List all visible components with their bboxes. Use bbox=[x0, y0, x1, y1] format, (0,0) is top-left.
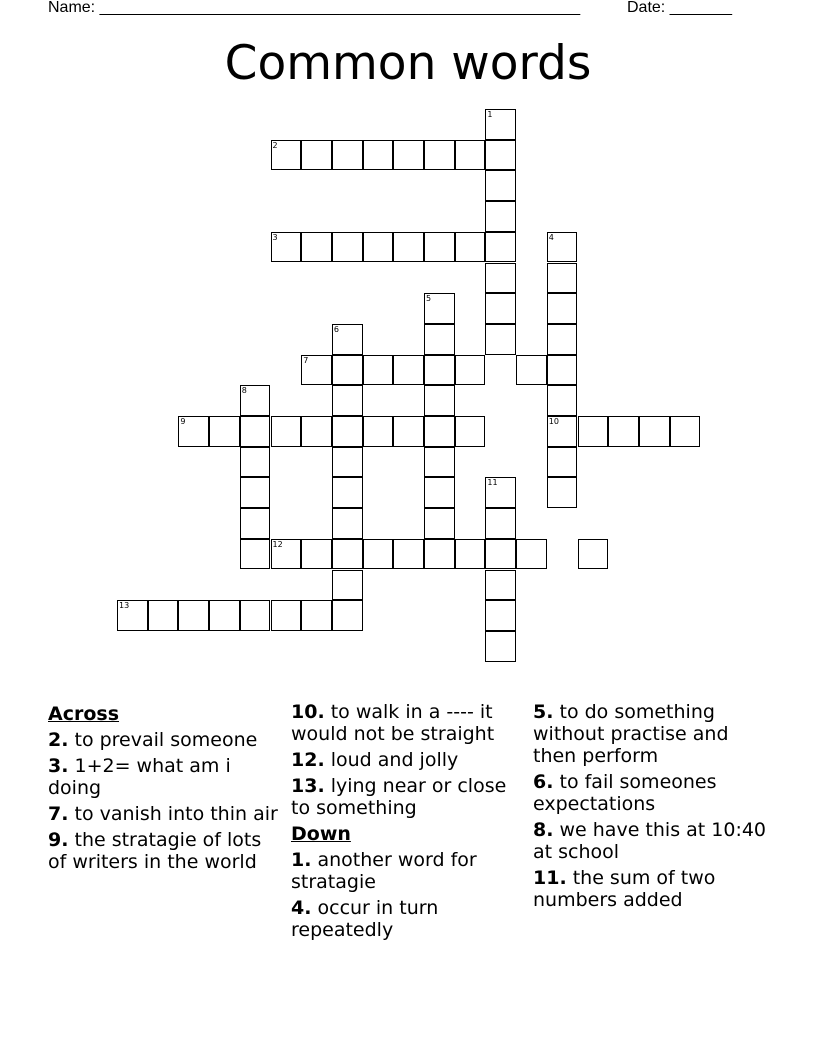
grid-cell[interactable] bbox=[424, 140, 455, 171]
grid-cell[interactable] bbox=[485, 631, 516, 662]
grid-cell[interactable] bbox=[485, 600, 516, 631]
grid-cell[interactable] bbox=[393, 416, 424, 447]
clue-down-1 bbox=[291, 849, 526, 893]
grid-cell[interactable] bbox=[332, 416, 363, 447]
grid-cell[interactable] bbox=[393, 140, 424, 171]
clues-column-1 bbox=[48, 701, 278, 877]
clue-number: 11. bbox=[533, 867, 567, 889]
grid-cell[interactable] bbox=[485, 140, 516, 171]
grid-cell[interactable] bbox=[516, 355, 547, 386]
clue-down-11 bbox=[533, 867, 773, 911]
clue-across-2 bbox=[48, 729, 278, 751]
clue-text: to do something without practise and then perform bbox=[533, 701, 729, 767]
clue-text: to walk in a ---- it would not be straight bbox=[291, 701, 495, 745]
grid-cell[interactable] bbox=[332, 477, 363, 508]
cell-number: 7 bbox=[303, 355, 309, 365]
grid-cell[interactable] bbox=[639, 416, 670, 447]
clue-across-3 bbox=[48, 755, 278, 799]
grid-cell[interactable] bbox=[332, 600, 363, 631]
grid-cell[interactable] bbox=[485, 508, 516, 539]
grid-cell[interactable] bbox=[240, 508, 271, 539]
puzzle-title: Common words bbox=[224, 36, 592, 91]
grid-cell[interactable] bbox=[363, 140, 394, 171]
grid-cell[interactable] bbox=[455, 416, 486, 447]
clue-across-13 bbox=[291, 775, 526, 819]
clue-number: 10. bbox=[291, 701, 325, 723]
grid-cell[interactable] bbox=[332, 570, 363, 601]
grid-cell[interactable] bbox=[271, 539, 302, 570]
cell-number: 12 bbox=[272, 539, 283, 549]
grid-cell[interactable] bbox=[301, 539, 332, 570]
grid-cell[interactable] bbox=[148, 600, 179, 631]
grid-cell[interactable] bbox=[547, 324, 578, 355]
clue-text: to fail someones expectations bbox=[533, 771, 717, 815]
grid-cell[interactable] bbox=[485, 477, 516, 508]
grid-cell[interactable] bbox=[424, 508, 455, 539]
clue-text: we have this at 10:40 at school bbox=[533, 819, 767, 863]
grid-cell[interactable] bbox=[547, 263, 578, 294]
clue-number: 1. bbox=[291, 849, 312, 871]
grid-cell[interactable] bbox=[240, 539, 271, 570]
clue-across-10 bbox=[291, 701, 526, 745]
grid-cell[interactable] bbox=[670, 416, 701, 447]
clue-number: 13. bbox=[291, 775, 325, 797]
grid-cell[interactable] bbox=[547, 416, 578, 447]
cell-number: 3 bbox=[272, 232, 278, 242]
grid-cell[interactable] bbox=[424, 447, 455, 478]
grid-cell[interactable] bbox=[332, 385, 363, 416]
grid-cell[interactable] bbox=[485, 539, 516, 570]
clue-text: 1+2= what am i doing bbox=[48, 755, 231, 799]
grid-cell[interactable] bbox=[393, 355, 424, 386]
clue-text: the sum of two numbers added bbox=[533, 867, 716, 911]
grid-cell[interactable] bbox=[547, 385, 578, 416]
grid-cell[interactable] bbox=[485, 232, 516, 263]
grid-cell[interactable] bbox=[332, 324, 363, 355]
grid-cell[interactable] bbox=[455, 232, 486, 263]
clue-text: another word for stratagie bbox=[291, 849, 477, 893]
grid-cell[interactable] bbox=[178, 600, 209, 631]
cell-number: 10 bbox=[548, 417, 559, 426]
clue-text: to vanish into thin air bbox=[68, 803, 278, 825]
grid-cell[interactable] bbox=[485, 170, 516, 201]
clue-down-5 bbox=[533, 701, 773, 767]
grid-cell[interactable] bbox=[424, 539, 455, 570]
grid-cell[interactable] bbox=[209, 416, 240, 447]
grid-cell[interactable] bbox=[332, 355, 363, 386]
grid-cell[interactable] bbox=[393, 539, 424, 570]
clue-text: the stratagie of lots of writers in the world bbox=[48, 829, 262, 873]
grid-cell[interactable] bbox=[363, 232, 394, 263]
grid-cell[interactable] bbox=[485, 324, 516, 355]
grid-cell[interactable] bbox=[485, 201, 516, 232]
grid-cell[interactable] bbox=[332, 539, 363, 570]
grid-cell[interactable] bbox=[424, 232, 455, 263]
grid-cell[interactable] bbox=[424, 385, 455, 416]
clue-text: occur in turn repeatedly bbox=[291, 897, 439, 941]
clue-number: 3. bbox=[48, 755, 69, 777]
across-heading: Across bbox=[48, 703, 120, 725]
clue-text: to prevail someone bbox=[68, 729, 258, 751]
grid-cell[interactable] bbox=[455, 539, 486, 570]
clue-number: 8. bbox=[533, 819, 554, 841]
clue-across-9 bbox=[48, 829, 278, 873]
grid-cell[interactable] bbox=[424, 355, 455, 386]
grid-cell[interactable] bbox=[240, 416, 271, 447]
cell-number: 1 bbox=[487, 110, 493, 119]
grid-cell[interactable] bbox=[301, 140, 332, 171]
grid-cell[interactable] bbox=[332, 508, 363, 539]
grid-cell[interactable] bbox=[547, 477, 578, 508]
grid-cell[interactable] bbox=[209, 600, 240, 631]
grid-cell[interactable] bbox=[240, 477, 271, 508]
grid-cell[interactable] bbox=[332, 232, 363, 263]
cell-number: 8 bbox=[241, 386, 247, 396]
cell-number: 4 bbox=[548, 232, 554, 242]
down-heading: Down bbox=[291, 823, 351, 845]
grid-cell[interactable] bbox=[547, 293, 578, 324]
grid-cell[interactable] bbox=[363, 416, 394, 447]
grid-cell[interactable] bbox=[271, 416, 302, 447]
grid-cell[interactable] bbox=[424, 416, 455, 447]
grid-cell[interactable] bbox=[332, 447, 363, 478]
clues-column-3 bbox=[533, 701, 773, 915]
grid-cell[interactable] bbox=[240, 385, 271, 416]
grid-cell[interactable] bbox=[178, 416, 209, 447]
cell-number: 6 bbox=[333, 324, 339, 334]
grid-cell[interactable] bbox=[485, 263, 516, 294]
grid-cell[interactable] bbox=[424, 324, 455, 355]
grid-cell[interactable] bbox=[240, 447, 271, 478]
grid-cell[interactable] bbox=[455, 140, 486, 171]
grid-cell[interactable] bbox=[424, 477, 455, 508]
grid-cell[interactable] bbox=[578, 539, 609, 570]
grid-cell[interactable] bbox=[485, 109, 516, 140]
clue-text: lying near or close to something bbox=[291, 775, 507, 819]
grid-cell[interactable] bbox=[301, 355, 332, 386]
cell-number: 2 bbox=[272, 140, 278, 150]
grid-cell[interactable] bbox=[608, 416, 639, 447]
grid-cell[interactable] bbox=[271, 140, 302, 171]
grid-cell[interactable] bbox=[301, 416, 332, 447]
grid-cell[interactable] bbox=[271, 600, 302, 631]
grid-cell[interactable] bbox=[485, 570, 516, 601]
clue-number: 4. bbox=[291, 897, 312, 919]
grid-cell[interactable] bbox=[240, 600, 271, 631]
grid-cell[interactable] bbox=[485, 293, 516, 324]
clue-text: loud and jolly bbox=[324, 749, 459, 771]
clue-number: 9. bbox=[48, 829, 69, 851]
grid-cell[interactable] bbox=[271, 232, 302, 263]
grid-cell[interactable] bbox=[547, 447, 578, 478]
clue-down-6 bbox=[533, 771, 773, 815]
cell-number: 13 bbox=[119, 601, 130, 611]
cell-number: 5 bbox=[426, 294, 432, 304]
grid-cell[interactable] bbox=[547, 355, 578, 386]
clue-number: 7. bbox=[48, 803, 69, 825]
clue-across-12 bbox=[291, 749, 526, 771]
clue-number: 12. bbox=[291, 749, 325, 771]
grid-cell[interactable] bbox=[424, 293, 455, 324]
grid-cell[interactable] bbox=[301, 232, 332, 263]
cell-number: 9 bbox=[180, 417, 186, 426]
clue-number: 2. bbox=[48, 729, 69, 751]
grid-cell[interactable] bbox=[455, 355, 486, 386]
grid-cell[interactable] bbox=[578, 416, 609, 447]
clues-column-2 bbox=[291, 701, 526, 945]
clue-across-7 bbox=[48, 803, 278, 825]
name-field-line[interactable]: Name: ______________________________________________________ bbox=[48, 0, 581, 16]
grid-cell[interactable] bbox=[363, 355, 394, 386]
grid-cell[interactable] bbox=[332, 140, 363, 171]
clue-down-8 bbox=[533, 819, 773, 863]
cell-number: 11 bbox=[487, 478, 498, 488]
grid-cell[interactable] bbox=[363, 539, 394, 570]
grid-cell[interactable] bbox=[301, 600, 332, 631]
grid-cell[interactable] bbox=[516, 539, 547, 570]
clue-number: 6. bbox=[533, 771, 554, 793]
grid-cell[interactable] bbox=[393, 232, 424, 263]
date-field-line[interactable]: Date: _______ bbox=[627, 0, 732, 16]
grid-cell[interactable] bbox=[117, 600, 148, 631]
grid-cell[interactable] bbox=[547, 232, 578, 263]
clue-number: 5. bbox=[533, 701, 554, 723]
clue-down-4 bbox=[291, 897, 526, 941]
